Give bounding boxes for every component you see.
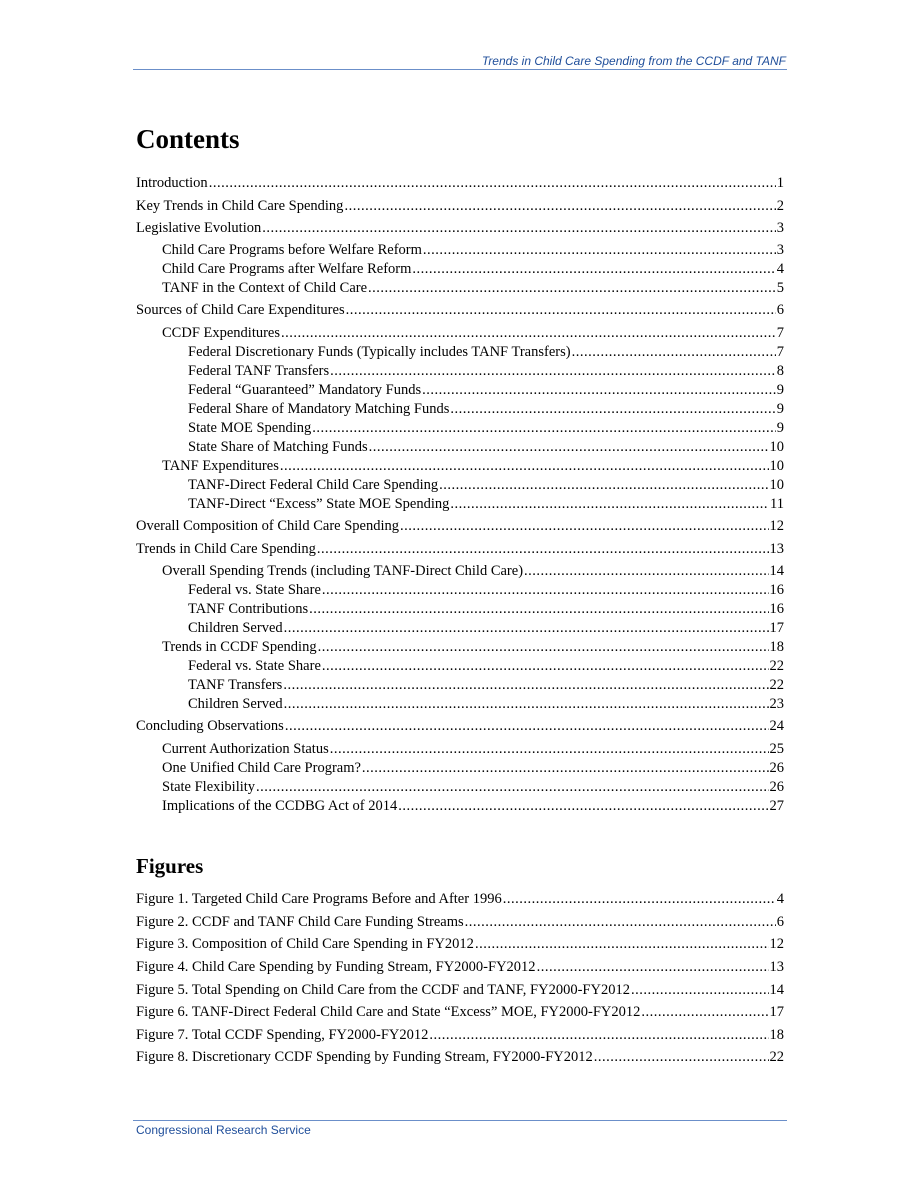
figure-entry[interactable]: [136, 981, 784, 1000]
dot-leader: [362, 759, 769, 778]
toc-entry-title: TANF in the Context of Child Care: [162, 280, 368, 296]
toc-entry[interactable]: [188, 676, 784, 695]
toc-entry[interactable]: [136, 517, 784, 536]
figure-entry-page-number: 17: [769, 1004, 784, 1020]
toc-entry[interactable]: [188, 657, 784, 676]
toc-entry-title: Legislative Evolution: [136, 220, 262, 236]
dot-leader: [439, 476, 768, 495]
toc-entry-page-number: 26: [769, 779, 784, 795]
dot-leader: [429, 1026, 768, 1045]
toc-entry[interactable]: [162, 241, 784, 260]
toc-entry[interactable]: [188, 381, 784, 400]
toc-entry-page-number: 24: [769, 718, 784, 734]
toc-entry-title: Introduction: [136, 175, 208, 191]
figure-entry[interactable]: [136, 913, 784, 932]
toc-entry-title: TANF Contributions: [188, 601, 309, 617]
toc-entry-title: Trends in Child Care Spending: [136, 541, 316, 557]
dot-leader: [346, 301, 776, 320]
dot-leader: [450, 400, 775, 419]
toc-entry-title: CCDF Expenditures: [162, 325, 281, 341]
dot-leader: [280, 457, 769, 476]
toc-entry-page-number: 23: [769, 696, 784, 712]
toc-entry-title: Child Care Programs before Welfare Reform: [162, 242, 422, 258]
toc-entry[interactable]: [188, 600, 784, 619]
toc-entry-page-number: 22: [769, 658, 784, 674]
dot-leader: [330, 362, 776, 381]
toc-entry[interactable]: [136, 174, 784, 193]
toc-entry[interactable]: [162, 562, 784, 581]
toc-entry[interactable]: [188, 419, 784, 438]
toc-entry-page-number: 18: [769, 639, 784, 655]
toc-entry-title: Concluding Observations: [136, 718, 284, 734]
dot-leader: [322, 581, 769, 600]
toc-entry-title: Children Served: [188, 696, 283, 712]
toc-entry-title: TANF-Direct Federal Child Care Spending: [188, 477, 439, 493]
toc-entry-title: Overall Spending Trends (including TANF-Direct Child Care): [162, 563, 524, 579]
toc-entry-page-number: 10: [769, 458, 784, 474]
toc-entry[interactable]: [162, 759, 784, 778]
toc-entry[interactable]: [136, 717, 784, 736]
dot-leader: [572, 343, 776, 362]
header-rule: [133, 69, 787, 70]
figure-entry-title: Figure 4. Child Care Spending by Funding Stream, FY2000-FY2012: [136, 959, 536, 975]
toc-entry-page-number: 17: [769, 620, 784, 636]
figure-entry-page-number: 12: [769, 936, 784, 952]
toc-entry[interactable]: [136, 219, 784, 238]
toc-entry-title: Overall Composition of Child Care Spending: [136, 518, 399, 534]
dot-leader: [398, 797, 768, 816]
toc-entry-title: Children Served: [188, 620, 283, 636]
toc-entry-title: Federal Discretionary Funds (Typically includes TANF Transfers): [188, 344, 571, 360]
toc-entry[interactable]: [188, 400, 784, 419]
running-head: Trends in Child Care Spending from the CCDF and TANF: [481, 54, 786, 68]
dot-leader: [281, 324, 776, 343]
toc-entry[interactable]: [188, 438, 784, 457]
toc-entry[interactable]: [162, 279, 784, 298]
footer-rule: [133, 1120, 787, 1121]
toc-entry-page-number: 10: [769, 477, 784, 493]
figure-entry-title: Figure 7. Total CCDF Spending, FY2000-FY2012: [136, 1027, 429, 1043]
figure-entry-page-number: 22: [769, 1049, 784, 1065]
figure-entry[interactable]: [136, 890, 784, 909]
toc-entry-title: Federal “Guaranteed” Mandatory Funds: [188, 382, 422, 398]
figure-entry[interactable]: [136, 958, 784, 977]
toc-entry[interactable]: [162, 797, 784, 816]
toc-entry[interactable]: [162, 260, 784, 279]
dot-leader: [309, 600, 768, 619]
figure-entry-page-number: 6: [776, 914, 784, 930]
toc-entry-title: Child Care Programs after Welfare Reform: [162, 261, 412, 277]
toc-entry-page-number: 11: [770, 496, 784, 512]
toc-entry-page-number: 27: [769, 798, 784, 814]
toc-entry[interactable]: [162, 457, 784, 476]
toc-entry-page-number: 3: [776, 220, 784, 236]
toc-entry-title: Federal vs. State Share: [188, 582, 321, 598]
toc-entry-title: State MOE Spending: [188, 420, 312, 436]
toc-entry-page-number: 4: [776, 261, 784, 277]
figure-entry-title: Figure 5. Total Spending on Child Care from the CCDF and TANF, FY2000-FY2012: [136, 982, 630, 998]
toc-entry[interactable]: [136, 540, 784, 559]
dot-leader: [641, 1003, 768, 1022]
toc-entry-page-number: 9: [776, 401, 784, 417]
dot-leader: [209, 174, 776, 193]
figure-entry-title: Figure 2. CCDF and TANF Child Care Funding Streams: [136, 914, 464, 930]
dot-leader: [503, 890, 776, 909]
figure-entry[interactable]: [136, 1003, 784, 1022]
toc-entry-page-number: 3: [776, 242, 784, 258]
toc-entry-title: TANF-Direct “Excess” State MOE Spending: [188, 496, 450, 512]
dot-leader: [369, 438, 769, 457]
dot-leader: [537, 958, 769, 977]
dot-leader: [594, 1048, 769, 1067]
toc-entry[interactable]: [188, 581, 784, 600]
dot-leader: [322, 657, 769, 676]
toc-entry[interactable]: [136, 197, 784, 216]
figure-entry-title: Figure 8. Discretionary CCDF Spending by Funding Stream, FY2000-FY2012: [136, 1049, 593, 1065]
toc-entry[interactable]: [188, 695, 784, 714]
toc-entry-page-number: 9: [776, 420, 784, 436]
figure-entry[interactable]: [136, 935, 784, 954]
toc-entry-page-number: 13: [769, 541, 784, 557]
toc-entry-title: Federal TANF Transfers: [188, 363, 330, 379]
dot-leader: [317, 540, 769, 559]
dot-leader: [412, 260, 775, 279]
dot-leader: [631, 981, 769, 1000]
dot-leader: [262, 219, 776, 238]
figure-entry-page-number: 18: [769, 1027, 784, 1043]
dot-leader: [285, 717, 769, 736]
toc-entry-page-number: 14: [769, 563, 784, 579]
toc-entry-title: Current Authorization Status: [162, 741, 329, 757]
toc-entry-page-number: 7: [776, 325, 784, 341]
toc-entry-title: Federal vs. State Share: [188, 658, 321, 674]
toc-entry-title: Federal Share of Mandatory Matching Funds: [188, 401, 450, 417]
dot-leader: [422, 381, 776, 400]
toc-entry[interactable]: [188, 362, 784, 381]
toc-entry-page-number: 5: [776, 280, 784, 296]
dot-leader: [423, 241, 776, 260]
figure-entry-page-number: 14: [769, 982, 784, 998]
toc-entry-page-number: 22: [769, 677, 784, 693]
figure-entry-title: Figure 6. TANF-Direct Federal Child Care and State “Excess” MOE, FY2000-FY2012: [136, 1004, 641, 1020]
toc-entry-page-number: 16: [769, 601, 784, 617]
toc-entry[interactable]: [188, 343, 784, 362]
dot-leader: [318, 638, 769, 657]
dot-leader: [400, 517, 769, 536]
contents-title: Contents: [136, 124, 240, 154]
toc-entry[interactable]: [188, 476, 784, 495]
toc-entry[interactable]: [162, 638, 784, 657]
toc-entry-page-number: 2: [776, 198, 784, 214]
toc-entry-title: Implications of the CCDBG Act of 2014: [162, 798, 398, 814]
toc-entry-page-number: 9: [776, 382, 784, 398]
footer-publisher: Congressional Research Service: [136, 1123, 311, 1137]
figure-entry-title: Figure 3. Composition of Child Care Spending in FY2012: [136, 936, 474, 952]
toc-entry[interactable]: [188, 619, 784, 638]
toc-entry-title: Sources of Child Care Expenditures: [136, 302, 345, 318]
dot-leader: [475, 935, 769, 954]
dot-leader: [344, 197, 775, 216]
toc-entry-title: State Flexibility: [162, 779, 256, 795]
toc-entry-page-number: 1: [776, 175, 784, 191]
dot-leader: [330, 740, 769, 759]
dot-leader: [284, 619, 769, 638]
toc-entry-page-number: 6: [776, 302, 784, 318]
toc-entry[interactable]: [136, 301, 784, 320]
toc-entry-page-number: 25: [769, 741, 784, 757]
toc-entry-title: TANF Transfers: [188, 677, 283, 693]
figure-entry-page-number: 4: [776, 891, 784, 907]
toc-entry-title: Trends in CCDF Spending: [162, 639, 317, 655]
dot-leader: [256, 778, 768, 797]
toc-entry[interactable]: [188, 495, 784, 514]
dot-leader: [284, 695, 769, 714]
toc-entry-page-number: 16: [769, 582, 784, 598]
toc-entry-page-number: 7: [776, 344, 784, 360]
toc-entry-title: Key Trends in Child Care Spending: [136, 198, 344, 214]
dot-leader: [368, 279, 776, 298]
toc-entry[interactable]: [162, 778, 784, 797]
toc-entry-title: TANF Expenditures: [162, 458, 279, 474]
dot-leader: [465, 913, 776, 932]
dot-leader: [524, 562, 768, 581]
toc-entry-page-number: 26: [769, 760, 784, 776]
figure-entry-title: Figure 1. Targeted Child Care Programs Before and After 1996: [136, 891, 502, 907]
toc-entry[interactable]: [162, 324, 784, 343]
dot-leader: [312, 419, 776, 438]
dot-leader: [450, 495, 769, 514]
dot-leader: [283, 676, 768, 695]
toc-entry-page-number: 8: [776, 363, 784, 379]
toc-entry-title: State Share of Matching Funds: [188, 439, 368, 455]
toc-entry-page-number: 12: [769, 518, 784, 534]
figures-title: Figures: [136, 854, 204, 878]
figure-entry[interactable]: [136, 1026, 784, 1045]
toc-entry-title: One Unified Child Care Program?: [162, 760, 361, 776]
figure-entry-page-number: 13: [769, 959, 784, 975]
toc-entry-page-number: 10: [769, 439, 784, 455]
toc-entry[interactable]: [162, 740, 784, 759]
figure-entry[interactable]: [136, 1048, 784, 1067]
